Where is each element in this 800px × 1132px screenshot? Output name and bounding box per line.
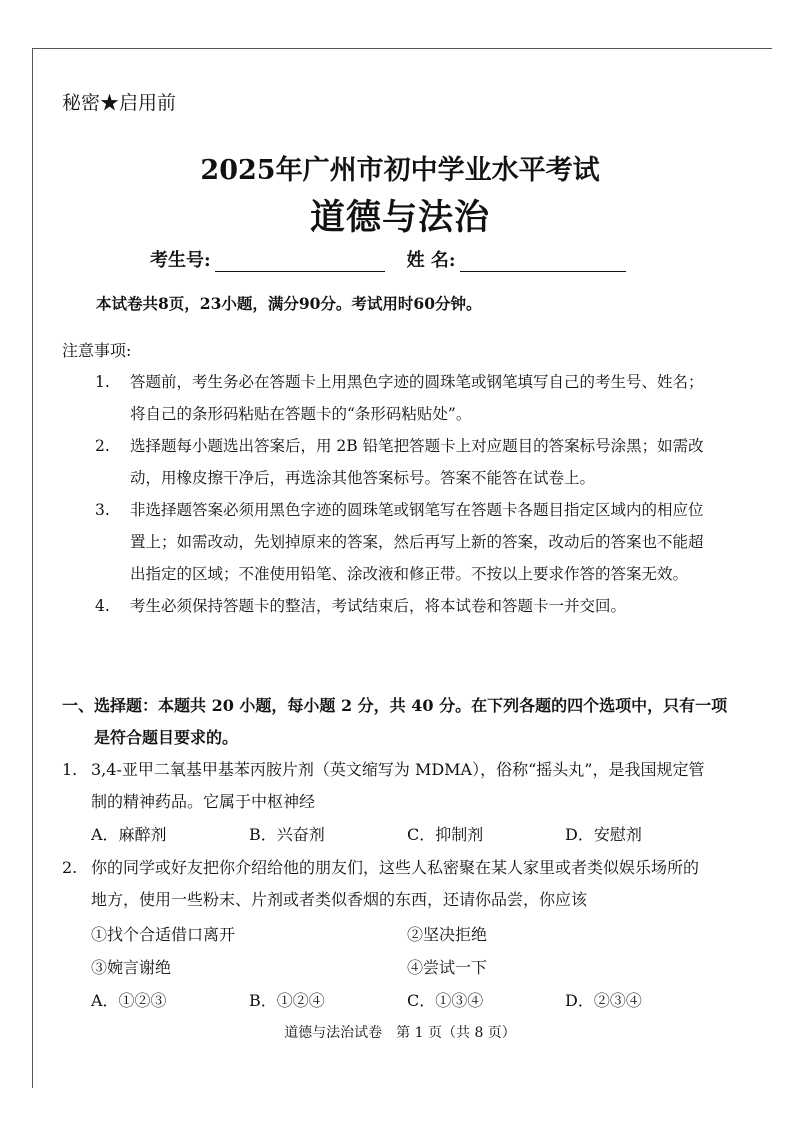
question-2 [62,852,712,916]
confidential-mark: 秘密★启用前 [62,92,177,114]
note-text: 答题前，考生务必在答题卡上用黑色字迹的圆珠笔或钢笔填写自己的考生号、姓名；将自己的条形码粘贴在答题卡的“条形码粘贴处”。 [130,373,704,423]
option-a: A．①②③ [91,991,167,1010]
option-c: C．抑制剂 [407,825,484,844]
subject-title: 道德与法治 [309,197,490,238]
option-b: B．兴奋剂 [249,825,325,844]
candidate-number-label: 考生号: [150,250,211,271]
note-item [95,366,715,430]
name-label: 姓 名: [406,250,456,271]
question-number: 2. [62,858,78,877]
statement-1: ①找个合适借口离开 [91,925,236,944]
question-1 [62,754,712,818]
notes-title: 注意事项: [62,341,132,360]
page-footer: 道德与法治试卷 第 1 页（共 8 页） [284,1025,516,1041]
option-d: D．②③④ [565,991,642,1010]
exam-title: 2025年广州市初中学业水平考试 [200,155,600,186]
note-item [95,430,715,494]
note-number: 3. [95,501,110,519]
note-text: 选择题每小题选出答案后，用 2B 铅笔把答题卡上对应题目的答案标号涂黑；如需改动，用橡皮擦干净后，再选涂其他答案标号。答案不能答在试卷上。 [130,437,704,487]
question-2-options [91,988,723,1011]
notes-list [95,366,715,622]
question-stem: 3,4-亚甲二氧基甲基苯丙胺片剂（英文缩写为 MDMA），俗称“摇头丸”，是我国规定管制的精神药品。它属于中枢神经 [91,760,705,811]
statement-4: ④尝试一下 [407,958,488,977]
note-text: 非选择题答案必须用黑色字迹的圆珠笔或钢笔写在答题卡各题目指定区域内的相应位置上；如需改动，先划掉原来的答案，然后再写上新的答案，改动后的答案也不能超出指定的区域；不准使用铅笔、涂改液和修正带。不按以上要求作答的答案无效。 [130,501,704,583]
option-b: B．①②④ [249,991,325,1010]
note-text: 考生必须保持答题卡的整洁，考试结束后，将本试卷和答题卡一并交回。 [130,597,627,615]
statement-3: ③婉言谢绝 [91,958,172,977]
section-heading: 一、选择题：本题共 20 小题，每小题 2 分，共 40 分。在下列各题的四个选项中，只有一项是符合题目要求的。 [62,696,728,747]
candidate-number-blank[interactable] [215,251,385,272]
statement-2: ②坚决拒绝 [407,925,488,944]
note-item [95,590,715,622]
note-number: 1. [95,373,110,391]
option-d: D．安慰剂 [565,825,642,844]
question-stem: 你的同学或好友把你介绍给他的朋友们，这些人私密聚在某人家里或者类似娱乐场所的地方，使用一些粉末、片剂或者类似香烟的东西，还请你品尝，你应该 [91,858,700,909]
name-blank[interactable] [460,251,626,272]
exam-info: 本试卷共8页，23小题，满分90分。考试用时60分钟。 [96,294,482,313]
question-number: 1. [62,760,78,779]
page-frame-top [32,48,772,49]
option-c: C．①③④ [407,991,484,1010]
question-1-options [91,822,723,845]
option-a: A．麻醉剂 [91,825,167,844]
question-2-statements [91,918,723,984]
note-item [95,494,715,590]
note-number: 2. [95,437,110,455]
candidate-info-row [150,246,626,272]
note-number: 4. [95,597,110,615]
